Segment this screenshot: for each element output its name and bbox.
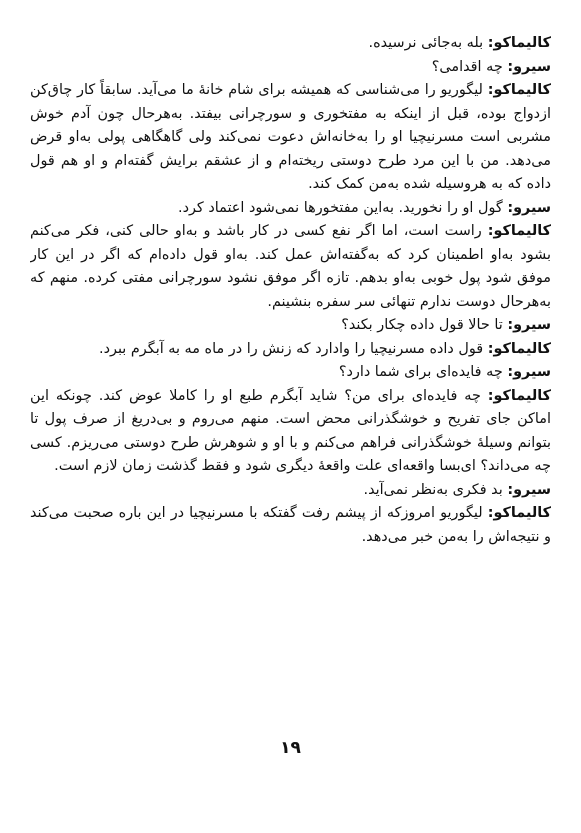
dialogue-text: چه اقدامی؟	[431, 58, 503, 75]
dialogue-paragraph	[30, 79, 551, 197]
speaker-name: سیرو:	[507, 199, 551, 216]
speaker-name: سیرو:	[507, 364, 551, 380]
dialogue-text: قول داده مسرنیچیا را وادارد که زنش را در ماه مه به آبگرم ببرد.	[99, 340, 484, 357]
dialogue-paragraph	[30, 197, 551, 221]
dialogue-paragraph	[30, 385, 551, 479]
dialogue-text: بله به‌جائی نرسیده.	[368, 35, 484, 51]
speaker-name: کالیماکو:	[487, 340, 551, 357]
dialogue-text: راست است، اما اگر نفع کسی در کار باشد و به‌او حالی کنی، فکر می‌کنم بشود به‌او اطمینان کرد که به‌گفته‌اش عمل کند. به‌او قول داده‌ام که اگر در این کار موفق شود پول خوبی به‌او بدهم. تازه اگر موفق نشود سورچرانی مفتی کرده. منهم که به‌هرحال دوست ندارم تنهائی سر سفره بنشینم.	[30, 223, 551, 310]
dialogue-text: چه فایده‌ای برای شما دارد؟	[338, 364, 503, 380]
dialogue-text: تا حالا قول داده چکار بکند؟	[341, 317, 503, 333]
speaker-name: کالیماکو:	[487, 223, 551, 239]
dialogue-paragraph	[30, 361, 551, 385]
dialogue-text: لیگوریو امروزکه از پیشم رفت گفتکه با مسرنیچیا در این باره صحبت می‌کند و نتیجه‌اش را به‌من خبر می‌دهد.	[30, 505, 551, 545]
dialogue-text: چه فایده‌ای برای من؟ شاید آبگرم طبع او را کاملا عوض کند. چونکه این اماکن جای تفریح و خوشگذرانی محض است. منهم می‌روم و بی‌دریغ از صرف پول تا بتوانم وسیلهٔ خوشگذرانی فراهم می‌کنم و با او و شوهرش طرح دوستی می‌ریزم. کسی چه می‌داند؟ ای‌بسا واقعه‌ای علت واقعهٔ دیگری شود و فقط گذشت زمان لازم است.	[30, 387, 551, 474]
page-number: ۱۹	[280, 738, 301, 758]
dialogue-text: بد فکری به‌نظر نمی‌آید.	[363, 481, 503, 498]
speaker-name: کالیماکو:	[487, 505, 551, 521]
page-body	[30, 32, 551, 752]
dialogue-text: گول او را نخورید. به‌این مفتخورها نمی‌شود اعتماد کرد.	[178, 199, 503, 216]
speaker-name: کالیماکو:	[487, 35, 551, 51]
dialogue-paragraph	[30, 338, 551, 362]
dialogue-paragraph	[30, 314, 551, 338]
dialogue-paragraph	[30, 220, 551, 314]
dialogue-paragraph	[30, 479, 551, 503]
dialogue-paragraph	[30, 56, 551, 80]
dialogue-paragraph	[30, 502, 551, 549]
speaker-name: سیرو:	[507, 317, 551, 333]
dialogue-text: لیگوریو را می‌شناسی که همیشه برای شام خانهٔ ما می‌آید. سابقاً کار چاق‌کن ازدواج بوده، قبل از اینکه به مفتخوری و سورچرانی بیفتد. به‌هرحال چون آدم خوش مشربی است مسرنیچیا او را به‌خانه‌اش دعوت نمی‌کند ولی گاهگاهی پولی به‌او قرض می‌دهد. من با این مرد طرح دوستی ریخته‌ام و از عشقم برایش گفته‌ام و او هم قول داده که به هروسیله شده به‌من کمک کند.	[30, 82, 551, 192]
speaker-name: کالیماکو:	[487, 82, 551, 98]
dialogue-paragraph	[30, 32, 551, 56]
speaker-name: سیرو:	[507, 58, 551, 75]
speaker-name: کالیماکو:	[487, 387, 551, 404]
speaker-name: سیرو:	[507, 481, 551, 498]
